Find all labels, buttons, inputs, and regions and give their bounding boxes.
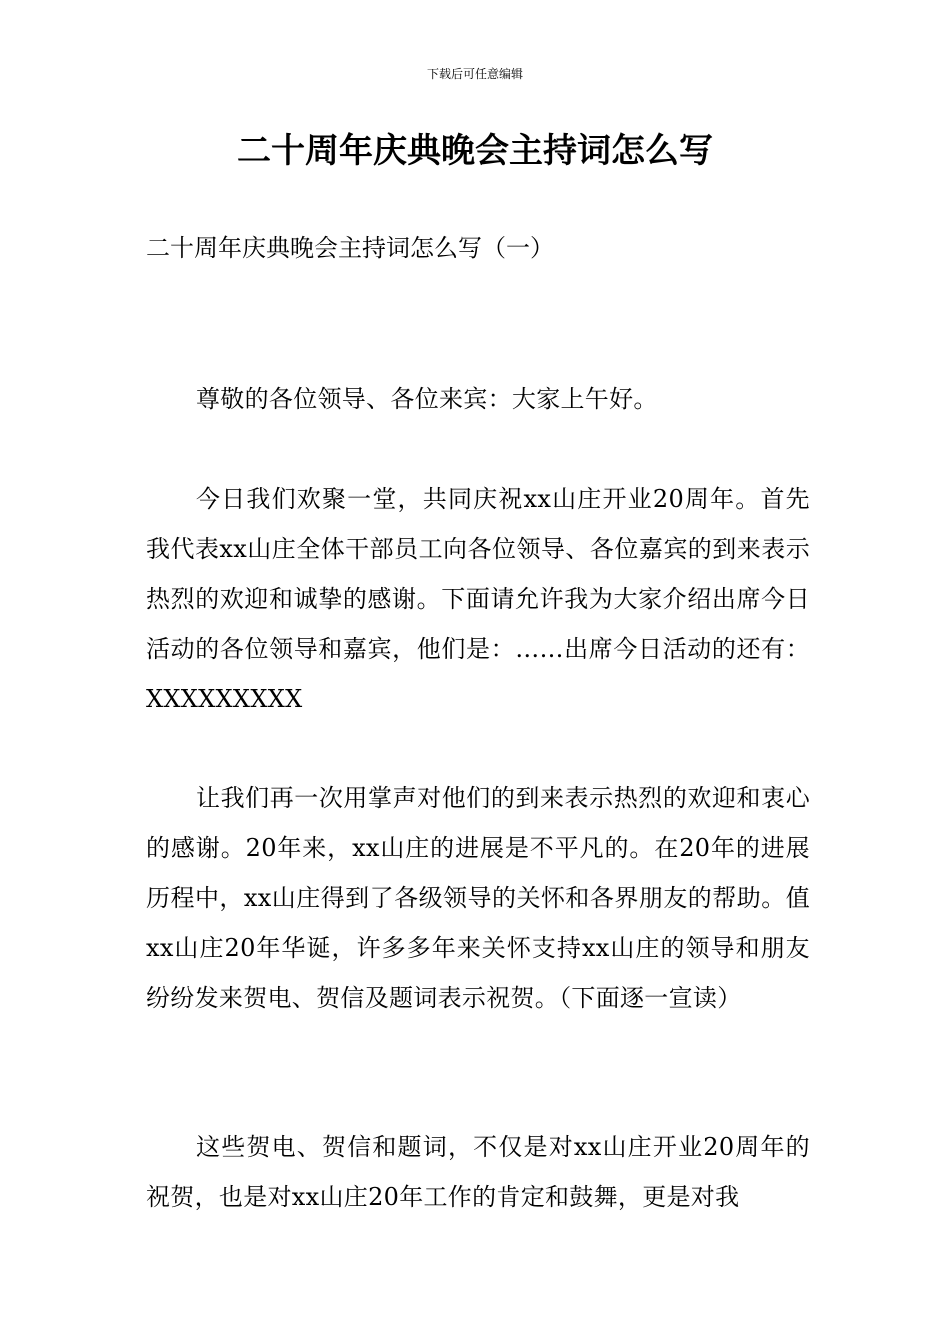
document-title: 二十周年庆典晚会主持词怎么写 — [237, 131, 713, 171]
paragraph-welcome: 今日我们欢聚一堂，共同庆祝xx山庄开业20周年。首先我代表xx山庄全体干部员工向各位领导、各位嘉宾的到来表示热烈的欢迎和诚挚的感谢。下面请允许我为大家介绍出席今日活动的各位领导和嘉宾，他们是：……出席今日活动的还有：XXXXXXXXX — [146, 485, 810, 713]
header-note: 下载后可任意编辑 — [426, 67, 523, 81]
paragraph-greeting: 尊敬的各位领导、各位来宾：大家上午好。 — [196, 385, 658, 413]
section-heading: 二十周年庆典晚会主持词怎么写（一） — [146, 234, 554, 262]
paragraph-congratulations: 这些贺电、贺信和题词，不仅是对xx山庄开业20周年的祝贺，也是对xx山庄20年工作的肯定和鼓舞，更是对我 — [146, 1133, 810, 1211]
paragraph-thanks: 让我们再一次用掌声对他们的到来表示热烈的欢迎和衷心的感谢。20年来，xx山庄的进展是不平凡的。在20年的进展历程中，xx山庄得到了各级领导的关怀和各界朋友的帮助。值xx山庄20年华诞，许多多年来关怀支持xx山庄的领导和朋友纷纷发来贺电、贺信及题词表示祝贺。（下面逐一宣读） — [146, 784, 810, 1012]
